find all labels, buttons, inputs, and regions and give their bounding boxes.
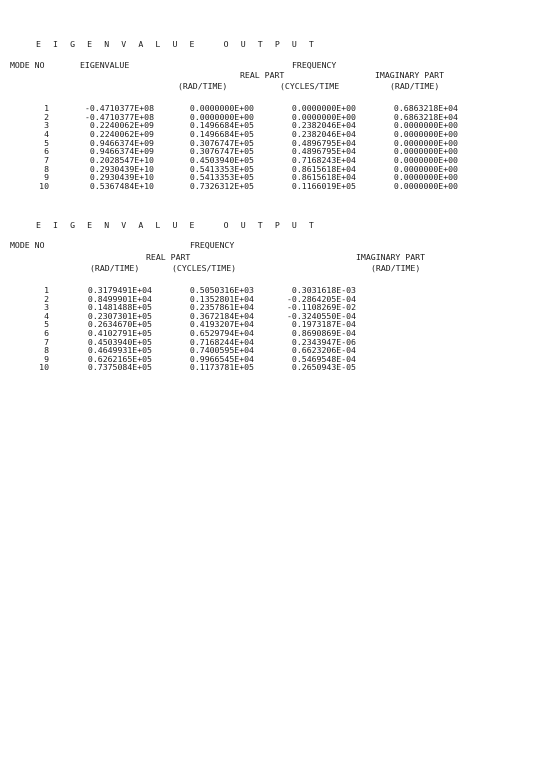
header-frequency: FREQUENCY — [292, 60, 337, 70]
header-cycles-time-2: (CYCLES/TIME) — [172, 263, 237, 273]
section-1-title: E I G E N V A L U E O U T P U T — [36, 39, 318, 49]
real-rad-cell: 0.4649931E+05 — [87, 345, 152, 356]
header-rad-time-imag-2: (RAD/TIME) — [371, 263, 421, 273]
real-cycles-cell: 0.7168243E+04 — [291, 154, 356, 165]
imaginary-rad-cell: 0.0000000E+00 — [393, 128, 458, 139]
mode-number: 2 — [44, 111, 49, 122]
real-cycles-cell: 0.4896795E+04 — [291, 137, 356, 148]
header-rad-time-2: (RAD/TIME) — [90, 263, 140, 273]
real-rad-cell: 0.3076747E+05 — [189, 137, 254, 148]
header-mode-no-2: MODE NO — [10, 240, 45, 250]
real-cycles-cell: 0.0000000E+00 — [291, 111, 356, 122]
mode-number: 10 — [39, 362, 49, 373]
real-cycles-cell: 0.6529794E+04 — [189, 328, 254, 338]
header-real-part-2: REAL PART — [146, 252, 191, 262]
mode-number: 9 — [44, 172, 49, 183]
real-rad-cell: 0.1496684E+05 — [189, 128, 254, 139]
mode-number: 3 — [44, 302, 49, 313]
imaginary-rad-cell: 0.0000000E+00 — [393, 180, 458, 191]
real-rad-cell: 0.6262165E+05 — [87, 353, 152, 364]
real-rad-cell: 0.4102791E+05 — [87, 328, 152, 338]
real-rad-cell: 0.2634670E+05 — [87, 319, 152, 330]
imaginary-rad-cell: 0.6623206E-04 — [291, 345, 356, 356]
imaginary-rad-cell: 0.6863218E+04 — [393, 111, 458, 122]
real-rad-cell: 0.1481488E+05 — [87, 302, 152, 313]
imaginary-rad-cell: 0.3031618E-03 — [291, 285, 356, 295]
mode-number: 10 — [39, 180, 49, 191]
real-cycles-cell: 0.8615618E+04 — [291, 172, 356, 183]
real-rad-cell: 0.2307301E+05 — [87, 310, 152, 321]
mode-number: 8 — [44, 163, 49, 174]
header-rad-time-imag: (RAD/TIME) — [390, 81, 440, 91]
real-rad-cell: 0.0000000E+00 — [189, 103, 254, 113]
header-real-part: REAL PART — [240, 70, 285, 80]
header-mode-no: MODE NO — [10, 60, 45, 70]
mode-number: 1 — [44, 285, 49, 295]
mode-number: 7 — [44, 154, 49, 165]
real-rad-cell: 0.7375084E+05 — [87, 362, 152, 373]
mode-number: 5 — [44, 319, 49, 330]
imaginary-rad-cell: 0.0000000E+00 — [393, 172, 458, 183]
imaginary-rad-cell: 0.8690869E-04 — [291, 328, 356, 338]
mode-number: 8 — [44, 345, 49, 356]
mode-number: 6 — [44, 328, 49, 338]
eigenvalue-cell: 0.2930439E+10 — [89, 163, 154, 174]
mode-number: 4 — [44, 128, 49, 139]
real-cycles-cell: 0.7400595E+04 — [189, 345, 254, 356]
real-cycles-cell: 0.2382046E+04 — [291, 128, 356, 139]
imaginary-rad-cell: 0.1973187E-04 — [291, 319, 356, 330]
imaginary-rad-cell: 0.2343947E-06 — [291, 336, 356, 347]
real-rad-cell: 0.3179491E+04 — [87, 285, 152, 295]
real-cycles-cell: 0.3672184E+04 — [189, 310, 254, 321]
real-cycles-cell: 0.0000000E+00 — [291, 103, 356, 113]
header-rad-time: (RAD/TIME) — [178, 81, 228, 91]
header-cycles-time: (CYCLES/TIME — [280, 81, 340, 91]
mode-number: 3 — [44, 120, 49, 131]
eigenvalue-cell: 0.9466374E+09 — [89, 137, 154, 148]
real-cycles-cell: 0.8615618E+04 — [291, 163, 356, 174]
imaginary-rad-cell: 0.0000000E+00 — [393, 154, 458, 165]
real-cycles-cell: 0.1173781E+05 — [189, 362, 254, 373]
real-rad-cell: 0.7326312E+05 — [189, 180, 254, 191]
section-2-title: E I G E N V A L U E O U T P U T — [36, 220, 318, 230]
real-rad-cell: 0.3076747E+05 — [189, 146, 254, 157]
imaginary-rad-cell: 0.5469548E-04 — [291, 353, 356, 364]
mode-number: 9 — [44, 353, 49, 364]
real-rad-cell: 0.5413353E+05 — [189, 172, 254, 183]
real-cycles-cell: 0.4896795E+04 — [291, 146, 356, 157]
imaginary-rad-cell: -0.1108269E-02 — [286, 302, 356, 313]
mode-number: 1 — [44, 103, 49, 113]
mode-number: 4 — [44, 310, 49, 321]
real-cycles-cell: 0.9966545E+04 — [189, 353, 254, 364]
real-rad-cell: 0.4503940E+05 — [87, 336, 152, 347]
imaginary-rad-cell: 0.0000000E+00 — [393, 146, 458, 157]
real-rad-cell: 0.5413353E+05 — [189, 163, 254, 174]
imaginary-rad-cell: 0.0000000E+00 — [393, 120, 458, 131]
header-eigenvalue: EIGENVALUE — [80, 60, 130, 70]
eigenvalue-cell: -0.4710377E+08 — [84, 103, 154, 113]
real-cycles-cell: 0.4193207E+04 — [189, 319, 254, 330]
imaginary-rad-cell: 0.2650943E-05 — [291, 362, 356, 373]
imaginary-rad-cell: 0.0000000E+00 — [393, 137, 458, 148]
real-cycles-cell: 0.2357861E+04 — [189, 302, 254, 313]
imaginary-rad-cell: -0.3240550E-04 — [286, 310, 356, 321]
real-rad-cell: 0.4503940E+05 — [189, 154, 254, 165]
eigenvalue-cell: -0.4710377E+08 — [84, 111, 154, 122]
header-frequency-2: FREQUENCY — [190, 240, 235, 250]
mode-number: 7 — [44, 336, 49, 347]
eigenvalue-cell: 0.2240062E+09 — [89, 128, 154, 139]
real-cycles-cell: 0.1352801E+04 — [189, 293, 254, 304]
mode-number: 6 — [44, 146, 49, 157]
header-imaginary-part-2: IMAGINARY PART — [356, 252, 426, 262]
real-rad-cell: 0.8499901E+04 — [87, 293, 152, 304]
imaginary-rad-cell: 0.6863218E+04 — [393, 103, 458, 113]
real-rad-cell: 0.1496684E+05 — [189, 120, 254, 131]
eigenvalue-cell: 0.2240062E+09 — [89, 120, 154, 131]
real-rad-cell: 0.0000000E+00 — [189, 111, 254, 122]
mode-number: 2 — [44, 293, 49, 304]
eigenvalue-cell: 0.5367484E+10 — [89, 180, 154, 191]
header-imaginary-part: IMAGINARY PART — [375, 70, 445, 80]
eigenvalue-cell: 0.2930439E+10 — [89, 172, 154, 183]
real-cycles-cell: 0.7168244E+04 — [189, 336, 254, 347]
real-cycles-cell: 0.5050316E+03 — [189, 285, 254, 295]
real-cycles-cell: 0.1166019E+05 — [291, 180, 356, 191]
eigenvalue-cell: 0.9466374E+09 — [89, 146, 154, 157]
imaginary-rad-cell: -0.2864205E-04 — [286, 293, 356, 304]
eigenvalue-cell: 0.2028547E+10 — [89, 154, 154, 165]
imaginary-rad-cell: 0.0000000E+00 — [393, 163, 458, 174]
real-cycles-cell: 0.2382046E+04 — [291, 120, 356, 131]
mode-number: 5 — [44, 137, 49, 148]
